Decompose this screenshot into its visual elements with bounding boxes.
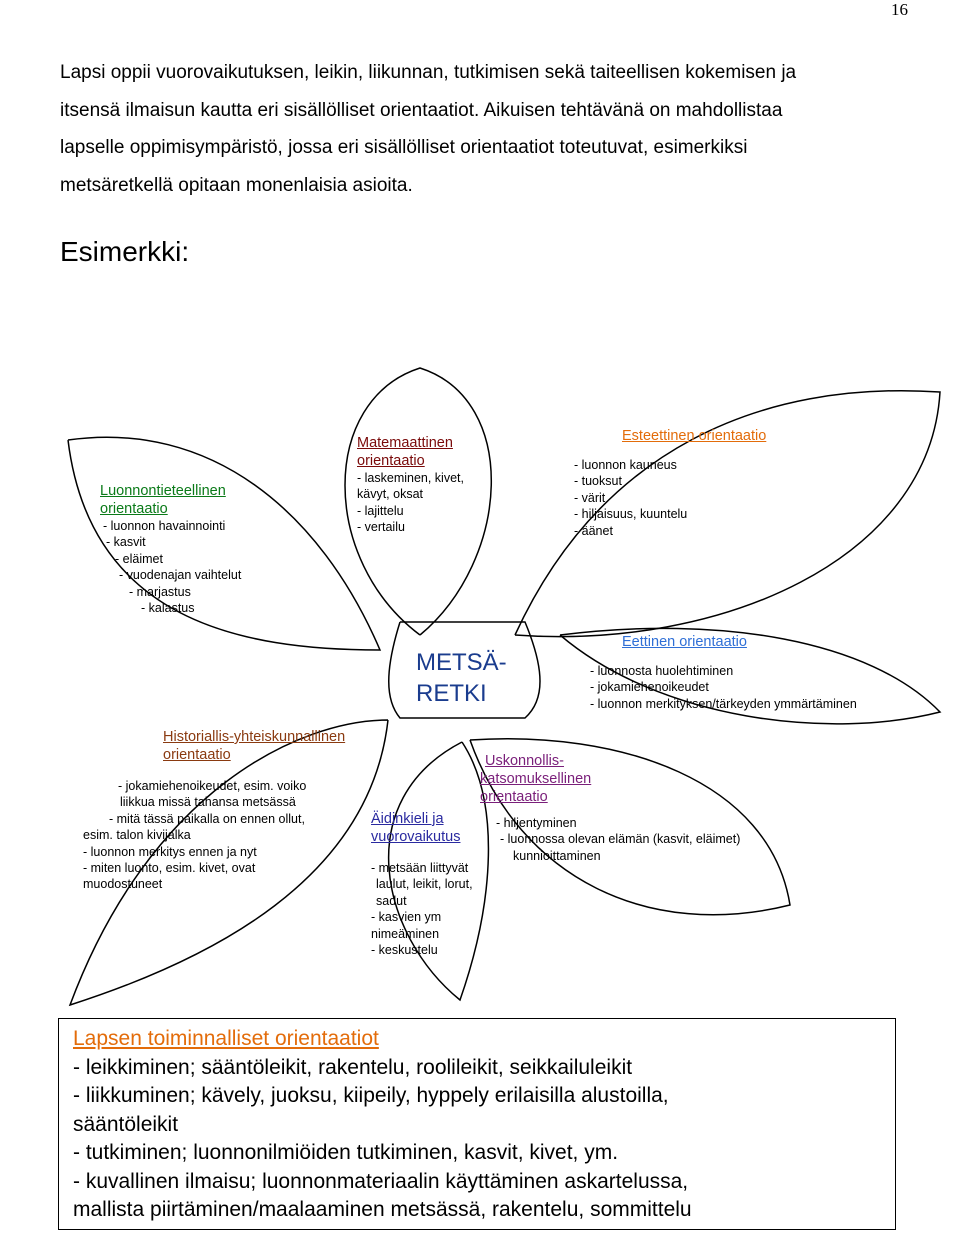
intro-line: Lapsi oppii vuorovaikutuksen, leikin, liikunnan, tutkimisen sekä taiteellisen kokemisen ja	[60, 62, 797, 83]
historical-title: Historiallis-yhteiskunnallinen	[163, 729, 346, 745]
summary-line: - kuvallinen ilmaisu; luonnonmateriaalin käyttäminen askartelussa,	[73, 1169, 689, 1193]
math-item: - lajittelu	[357, 503, 404, 518]
ethical-title: Eettinen orientaatio	[622, 634, 747, 650]
ethical-block	[590, 633, 857, 712]
natural-science-item: - eläimet	[115, 551, 163, 566]
aesthetic-item: - värit	[574, 490, 606, 505]
religious-item: kunnioittaminen	[513, 848, 601, 863]
page-number: 16	[891, 0, 908, 19]
math-title: Matemaattinen	[357, 435, 453, 451]
natural-science-item: - marjastus	[129, 584, 191, 599]
historical-item: esim. talon kivijalka	[83, 828, 191, 843]
natural-science-item: - kalastus	[141, 601, 195, 616]
historical-item: - mitä tässä paikalla on ennen ollut,	[109, 811, 305, 826]
language-item: - metsään liittyvät	[371, 861, 469, 875]
ethical-item: - luonnon merkityksen/tärkeyden ymmärtäminen	[590, 696, 857, 711]
math-item: - laskeminen, kivet,	[357, 471, 464, 485]
summary-line: - leikkiminen; sääntöleikit, rakentelu, roolileikit, seikkailuleikit	[73, 1055, 633, 1079]
math-title: orientaatio	[357, 453, 425, 469]
ethical-item: - luonnosta huolehtiminen	[590, 664, 734, 678]
religious-title: orientaatio	[480, 789, 548, 805]
language-item: - keskustelu	[371, 943, 438, 958]
intro-line: itsensä ilmaisun kautta eri sisällölliset orientaatiot. Aikuisen tehtävänä on mahdollistaa	[60, 99, 783, 121]
center-line: RETKI	[416, 680, 487, 707]
historical-title: orientaatio	[163, 747, 231, 763]
language-title: Äidinkieli ja	[371, 811, 444, 827]
historical-item: muodostuneet	[83, 877, 163, 892]
aesthetic-title: Esteettinen orientaatio	[622, 428, 767, 444]
language-item: nimeäminen	[371, 926, 440, 941]
historical-item: - miten luonto, esim. kivet, ovat	[83, 861, 256, 876]
summary-line: - liikkuminen; kävely, juoksu, kiipeily, hyppely erilaisilla alustoilla,	[73, 1084, 669, 1107]
religious-title: katsomuksellinen	[480, 771, 592, 787]
natural-science-item: - vuodenajan vaihtelut	[119, 568, 242, 583]
intro-line: metsäretkellä opitaan monenlaisia asioita.	[60, 174, 413, 196]
natural-science-title: orientaatio	[100, 501, 168, 517]
historical-block	[83, 728, 345, 893]
math-block	[357, 434, 464, 536]
language-title: vuorovaikutus	[371, 829, 461, 845]
religious-title: Uskonnollis-	[485, 753, 564, 769]
natural-science-block	[100, 482, 241, 616]
historical-item: - jokamiehenoikeudet, esim. voiko	[118, 779, 307, 793]
summary-title: Lapsen toiminnalliset orientaatiot	[73, 1027, 379, 1050]
math-item: kävyt, oksat	[357, 487, 423, 502]
center-line: METSÄ-	[416, 649, 507, 676]
historical-item: liikkua missä tahansa metsässä	[120, 795, 296, 810]
religious-block	[480, 752, 740, 864]
example-heading: Esimerkki:	[60, 236, 190, 267]
natural-science-item: - luonnon havainnointi	[103, 519, 226, 533]
summary-line: - tutkiminen; luonnonilmiöiden tutkiminen, kasvit, kivet, ym.	[73, 1141, 619, 1164]
intro-line: lapselle oppimisympäristö, jossa eri sisällölliset orientaatiot toteutuvat, esimerkiksi	[60, 137, 748, 158]
language-block	[371, 810, 473, 958]
center-label	[416, 647, 507, 709]
language-item: laulut, leikit, lorut,	[376, 877, 473, 892]
religious-item: - hiljentyminen	[496, 816, 577, 830]
natural-science-title: Luonnontieteellinen	[100, 483, 226, 499]
summary-line: mallista piirtäminen/maalaaminen metsässä, rakentelu, sommittelu	[73, 1198, 692, 1221]
religious-item: - luonnossa olevan elämän (kasvit, eläimet)	[500, 832, 741, 847]
natural-science-item: - kasvit	[106, 535, 146, 550]
language-item: sadut	[376, 893, 407, 908]
aesthetic-item: - hiljaisuus, kuuntelu	[574, 507, 688, 522]
math-item: - vertailu	[357, 520, 405, 535]
functional-orientations-box	[58, 1018, 896, 1230]
aesthetic-item: - tuoksut	[574, 474, 622, 489]
ethical-item: - jokamiehenoikeudet	[590, 680, 709, 695]
aesthetic-block	[574, 427, 766, 539]
aesthetic-item: - äänet	[574, 523, 613, 538]
language-item: - kasvien ym	[371, 910, 442, 925]
summary-line: sääntöleikit	[73, 1112, 179, 1136]
aesthetic-item: - luonnon kauneus	[574, 458, 677, 472]
historical-item: - luonnon merkitys ennen ja nyt	[83, 844, 257, 859]
